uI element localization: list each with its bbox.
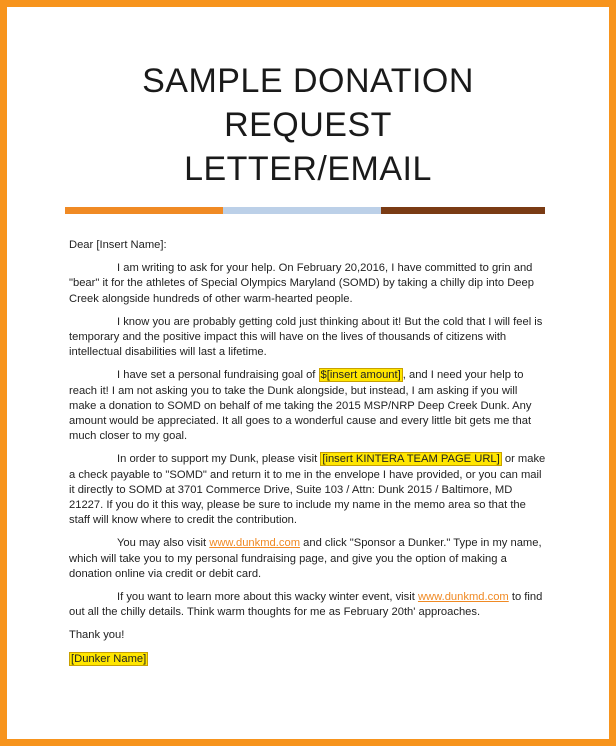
rule-segment-brown (381, 207, 545, 214)
paragraph-3 (69, 368, 547, 444)
p3-text-a: I have set a personal fundraising goal of (117, 369, 319, 382)
p6-text-b: to find out all the chilly details. Think warm thoughts for me as February 20th' approaches. (69, 591, 543, 619)
paragraph-1: I am writing to ask for your help. On February 20,2016, I have committed to grin and "bear" it for the athletes of Special Olympics Maryland (SOMD) by taking a chilly dip into Deep Creek alongside hundreds of other warm-hearted people. (69, 262, 534, 305)
dunkmd-link-1[interactable]: www.dunkmd.com (209, 537, 301, 550)
paragraph-4 (69, 452, 547, 528)
salutation: Dear [Insert Name]: (69, 239, 167, 251)
closing: Thank you! (69, 629, 125, 642)
rule-segment-orange (65, 207, 223, 214)
p6-text-a: If you want to learn more about this wacky winter event, visit (117, 591, 418, 604)
paragraph-6 (69, 590, 547, 620)
page-title (7, 59, 609, 191)
dunkmd-link-2[interactable]: www.dunkmd.com (417, 591, 509, 604)
rule-segment-blue (223, 207, 381, 214)
paragraph-2: I know you are probably getting cold just thinking about it! But the cold that I will feel is temporary and the positive impact this will have on the lives of thousands of citizens with intellectual disabilities will last a lifetime. (69, 315, 543, 359)
p5-text-b: and click "Sponsor a Dunker." Type in my name, which will take you to my personal fundraising page, and give you the option of making a donation online via credit or debit card. (69, 537, 542, 580)
amount-placeholder: $[insert amount] (320, 369, 401, 382)
signature-line (69, 652, 547, 667)
title-line-3: LETTER/EMAIL (184, 150, 432, 188)
p5-text-a: You may also visit (117, 537, 210, 550)
title-line-1: SAMPLE DONATION (142, 62, 474, 100)
p4-text-a: In order to support my Dunk, please visit (117, 453, 321, 466)
title-line-2: REQUEST (224, 106, 392, 144)
p4-text-b: or make a check payable to "SOMD" and return it to me in the envelope I have provided, or you can mail it directly to SOMD at 3701 Commerce Drive, Suite 103 / Attn: Dunk 2015 / Baltimore, MD 21227. If you do it this way, please be sure to include my name in the memo area so that the staff will know where to credit the contribution. (69, 453, 546, 527)
paragraph-5 (69, 536, 547, 582)
letter-body (69, 238, 547, 675)
divider-rule (65, 207, 545, 214)
p3-text-b: , and I need your help to reach it! I am not asking you to take the Dunk alongside, but instead, I am asking if you will make a donation to SOMD on behalf of me taking the 2015 MSP/NRP Deep Creek Dunk. Any amount would be appreciated. It all goes to a wonderful cause and every little bit gets me that much closer to my goal. (69, 369, 532, 443)
dunker-name-placeholder: [Dunker Name] (71, 652, 147, 665)
team-page-url-placeholder: [insert KINTERA TEAM PAGE URL] (322, 453, 500, 466)
